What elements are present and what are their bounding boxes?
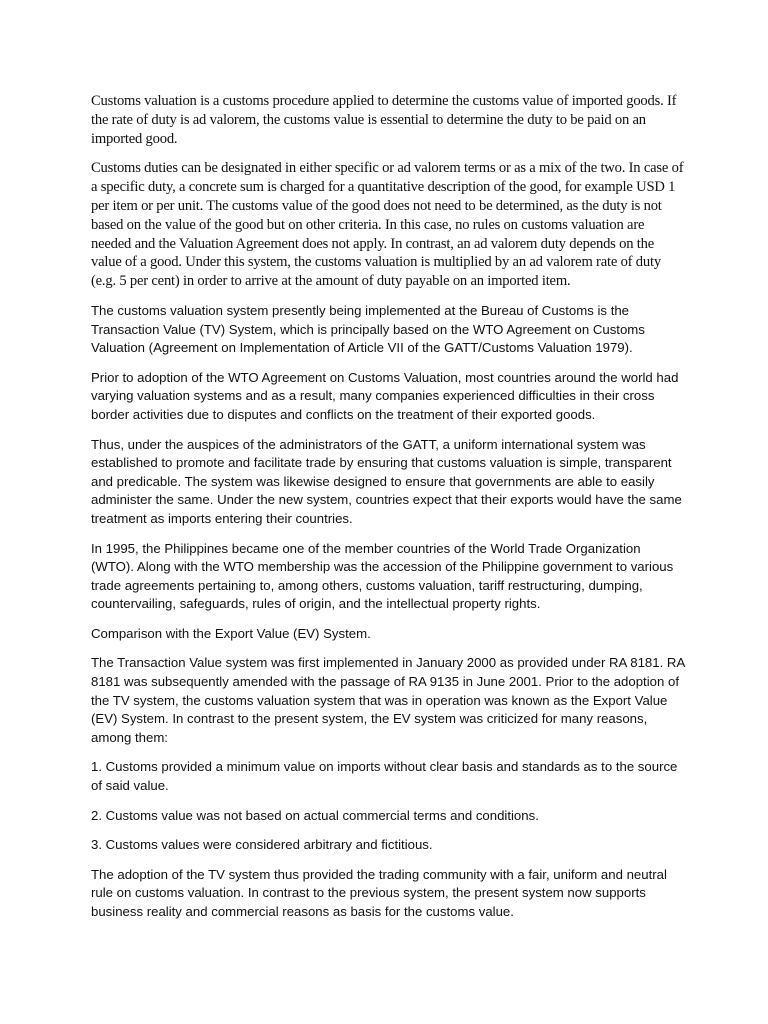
paragraph-wto-membership: In 1995, the Philippines became one of the member countries of the World Trade Organization (WTO). Along with the WTO membership was the accession of the Philippine government to various trade agreements pertaining to, among others, customs valuation, tariff restructuring, dumping, countervailing, safeguards, rules of origin, and the intellectual property rights. [91, 540, 674, 612]
paragraph-comparison-heading: Comparison with the Export Value (EV) System. [91, 625, 371, 641]
paragraph-prior-adoption: Prior to adoption of the WTO Agreement on Customs Valuation, most countries around the world had varying valuation systems and as a result, many companies experienced difficulties in their cross border activities due to disputes and conflicts on the treatment of their exported goods. [91, 369, 679, 422]
paragraph-conclusion: The adoption of the TV system thus provided the trading community with a fair, uniform and neutral rule on customs valuation. In contrast to the previous system, the present system now supports business reality and commercial reasons as basis for the customs value. [91, 866, 667, 919]
document-page [91, 92, 687, 933]
paragraph-tv-system: The customs valuation system presently being implemented at the Bureau of Customs is the Transaction Value (TV) System, which is principally based on the WTO Agreement on Customs Valuation (Agreement on Implementation of Article VII of the GATT/Customs Valuation 1979). [91, 302, 645, 356]
list-item-1: 1. Customs provided a minimum value on imports without clear basis and standards as to the source of said value. [91, 759, 678, 794]
list-item-2: 2. Customs value was not based on actual commercial terms and conditions. [91, 807, 539, 823]
paragraph-intro: Customs valuation is a customs procedure applied to determine the customs value of imported goods. If the rate of duty is ad valorem, the customs value is essential to determine the duty to be paid on an imported good. [91, 93, 677, 147]
list-item-3: 3. Customs values were considered arbitrary and fictitious. [91, 837, 433, 853]
paragraph-gatt: Thus, under the auspices of the administrators of the GATT, a uniform international system was established to promote and facilitate trade by ensuring that customs valuation is simple, transparent and predicable. The system was likewise designed to ensure that governments are able to easily administer the same. Under the new system, countries expect that their exports would have the same treatment as imports entering their countries. [91, 436, 682, 526]
paragraph-tv-implementation: The Transaction Value system was first implemented in January 2000 as provided under RA 8181. RA 8181 was subsequently amended with the passage of RA 9135 in June 2001. Prior to the adoption of the TV system, the customs valuation system that was in operation was known as the Export Value (EV) System. In contrast to the present system, the EV system was criticized for many reasons, among them: [91, 655, 685, 745]
paragraph-duty-types: Customs duties can be designated in either specific or ad valorem terms or as a mix of the two. In case of a specific duty, a concrete sum is charged for a quantitative description of the good, for example USD 1 per item or per unit. The customs value of the good does not need to be determined, as the duty is not based on the value of the good but on other criteria. In this case, no rules on customs valuation are needed and the Valuation Agreement does not apply. In contrast, an ad valorem duty depends on the value of a good. Under this system, the customs valuation is multiplied by an ad valorem rate of duty (e.g. 5 per cent) in order to arrive at the amount of duty payable on an imported item. [91, 160, 684, 290]
